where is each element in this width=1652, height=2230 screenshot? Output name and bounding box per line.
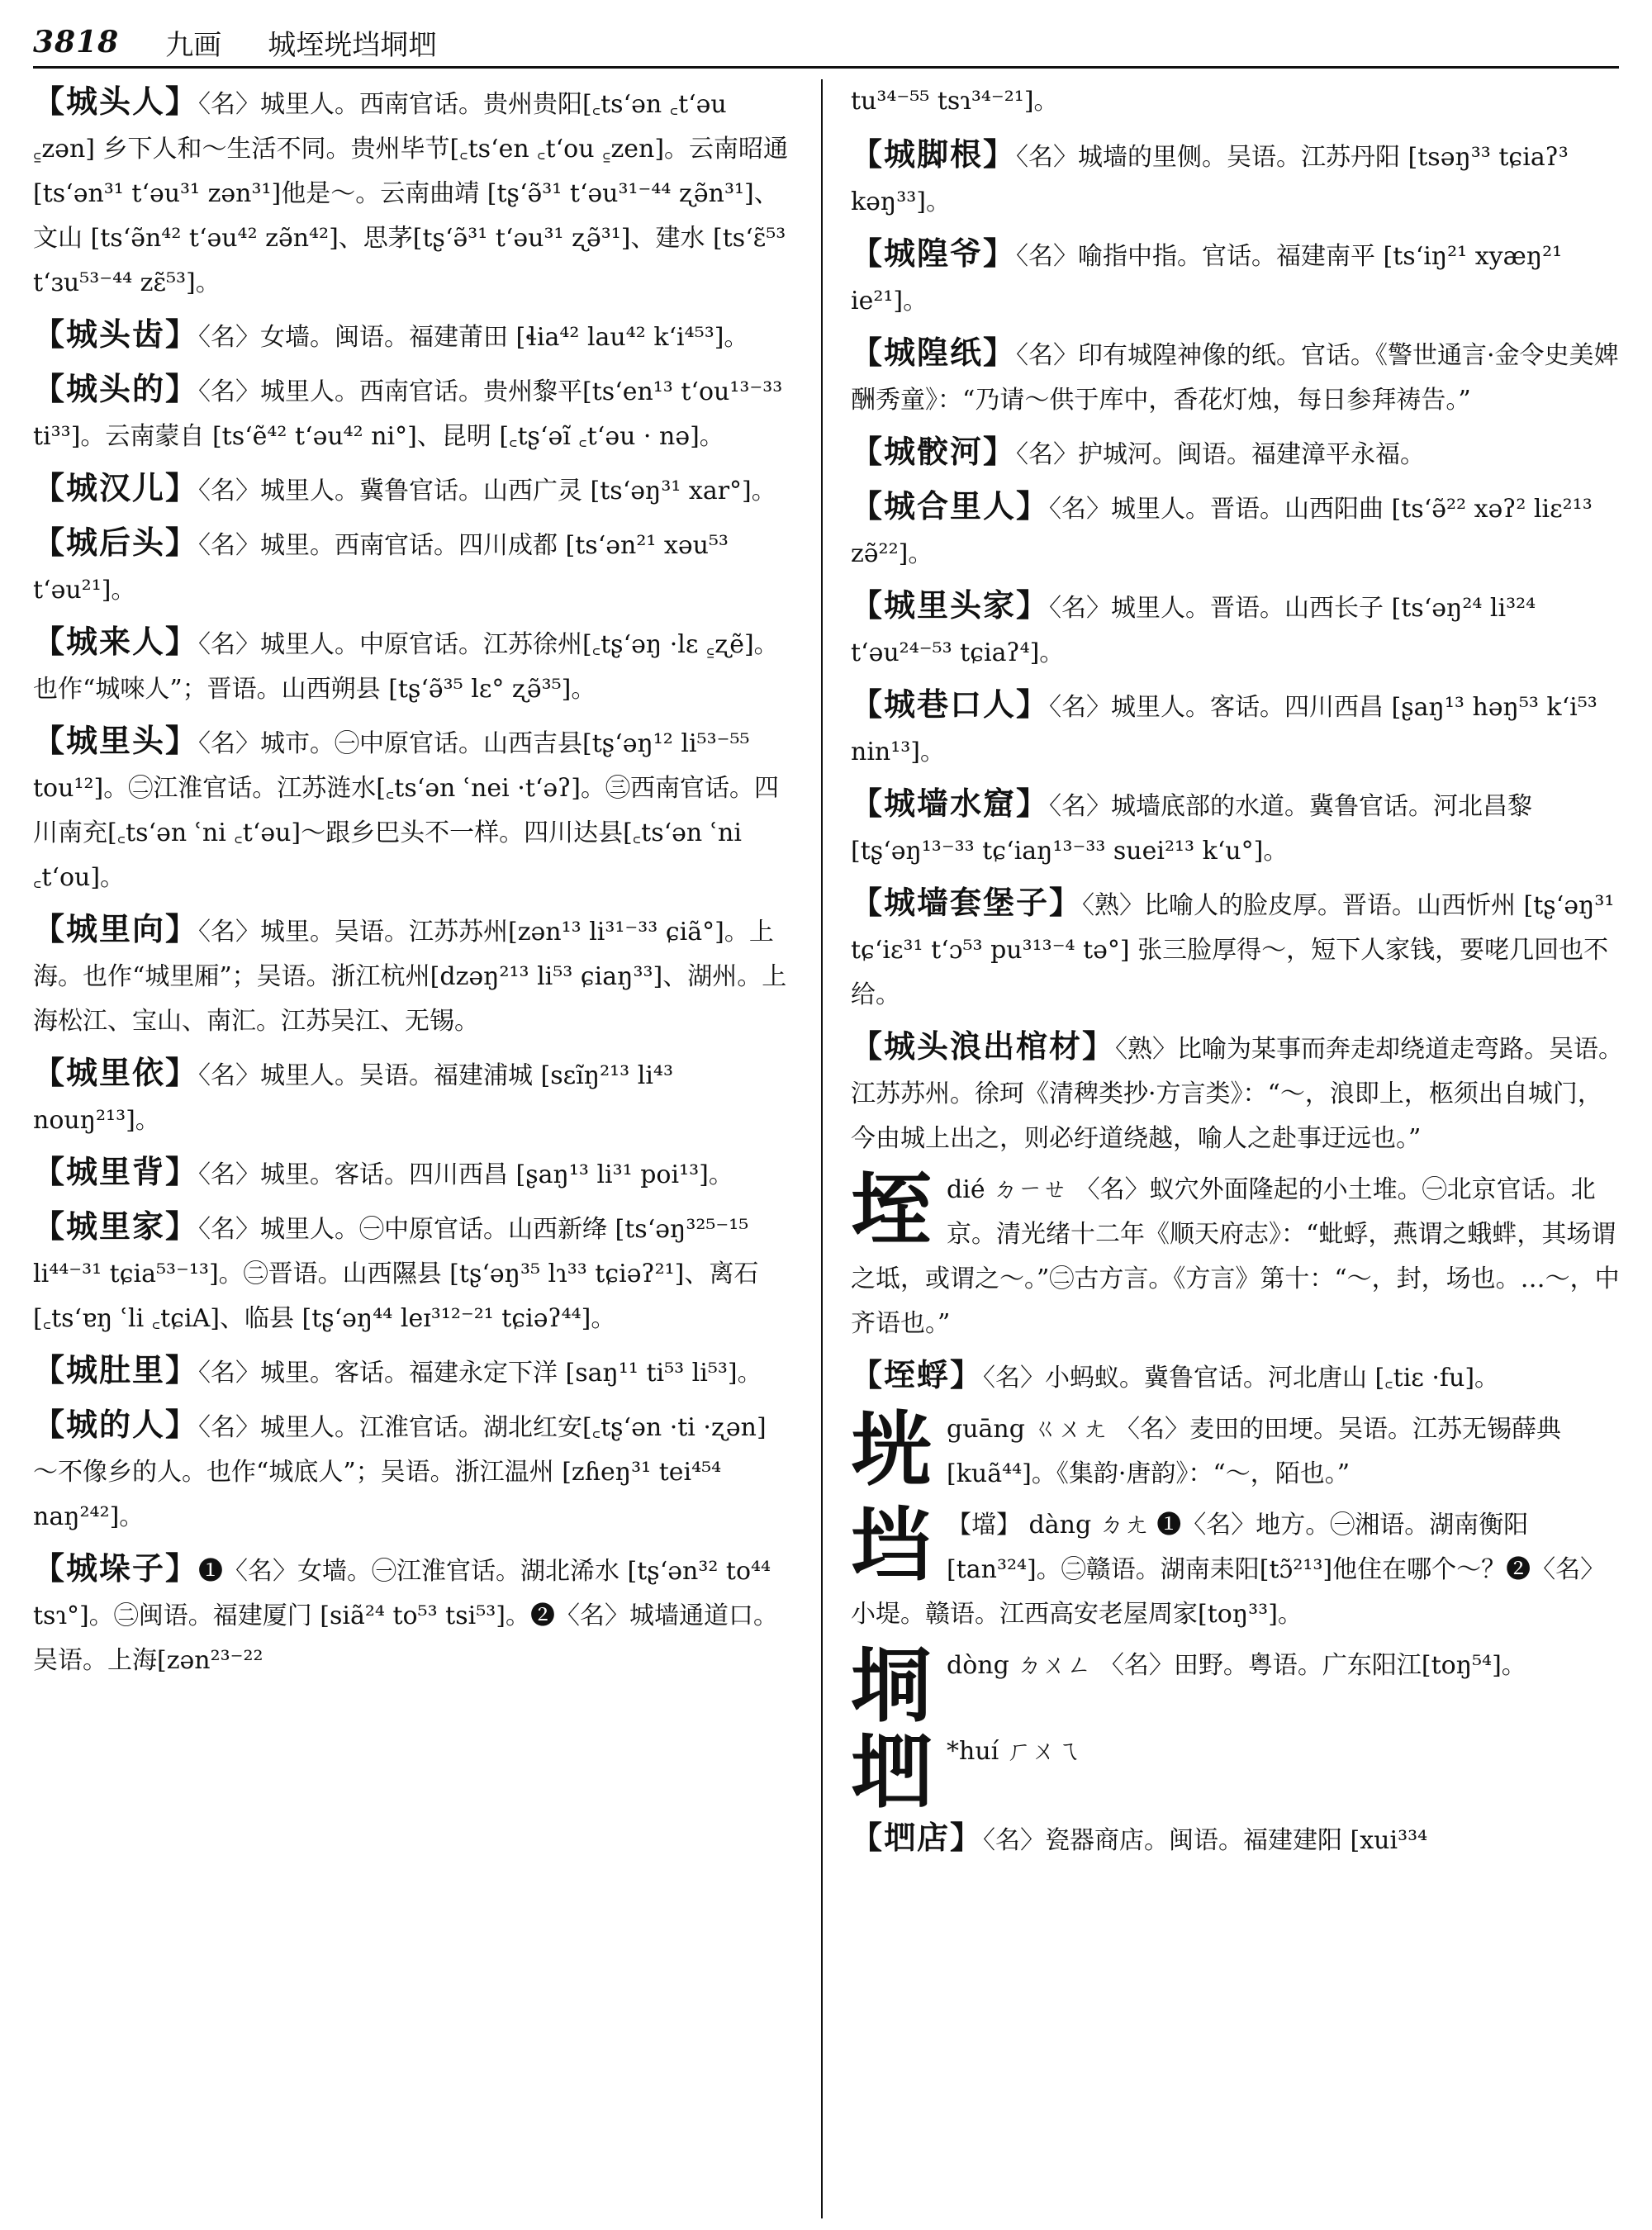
entry (851, 781, 1623, 874)
headword: 【城骹河】 (851, 433, 1017, 470)
headword: 【城里向】 (33, 910, 199, 947)
headword: 【城头的】 (33, 370, 199, 407)
left-column (33, 79, 793, 2218)
definition: 〈名〉城里人。江淮官话。湖北红安[꜀tʂʻən ·ti ·ʐən] ～不像乡的人。也作“城底人”；吴语。浙江温州 [zɦeŋ³¹ tei⁴⁵⁴ naŋ²⁴²]。 (33, 1413, 767, 1531)
definition: 〈名〉城里。西南官话。四川成都 [tsʻən²¹ xəu⁵³ tʻəu²¹]。 (33, 531, 729, 605)
definition: 〈名〉瓷器商店。闽语。福建建阳 [xui³³⁴ (983, 1826, 1428, 1855)
entry (851, 682, 1623, 775)
entry (33, 1546, 793, 1683)
headword: 【城里头家】 (851, 586, 1050, 624)
headword: 【城脚根】 (851, 135, 1017, 173)
definition: 〈名〉城里人。㊀中原官话。山西新绛 [tsʻəŋ³²⁵⁻¹⁵ li⁴⁴⁻³¹ tɕia⁵³⁻¹³]。㊁晋语。山西隰县 [tʂʻəŋ³⁵ lɿ³³ tɕiəʔ²¹]、离石[꜀tsʻɐŋ ʿli ꜀tɕiA]、临县 [tʂʻəŋ⁴⁴ leɪ³¹²⁻²¹ tɕiəʔ⁴⁴]。 (33, 1215, 759, 1333)
headword: 【城里头】 (33, 722, 199, 759)
page-number: 3818 (33, 25, 120, 59)
entry (33, 1204, 793, 1341)
guide-characters: 城垤垙垱垌垇 (268, 28, 437, 62)
entry (33, 1051, 793, 1143)
definition: 〈名〉印有城隍神像的纸。官话。《警世通言·金令史美婢酬秀童》：“乃请～供于库中，香花灯烛，每日参拜祷告。” (851, 341, 1619, 415)
definition: 〈名〉小蚂蚁。冀鲁官话。河北唐山 [꜀tiɛ ·fu]。 (983, 1364, 1500, 1393)
headword: 【城巷口人】 (851, 686, 1050, 723)
entry (851, 1815, 1623, 1863)
entry (33, 312, 793, 360)
char-entry (851, 1402, 1623, 1497)
definition: 〈名〉城里人。吴语。福建浦城 [sɛĩŋ²¹³ li⁴³ nouŋ²¹³]。 (33, 1061, 673, 1135)
entry (851, 484, 1623, 576)
definition: 〈名〉喻指中指。官话。福建南平 [tsʻiŋ²¹ xyæŋ²¹ ie²¹]。 (851, 242, 1563, 316)
headword: 【城垛子】 (33, 1549, 199, 1587)
headword: 【城隍纸】 (851, 334, 1017, 371)
stroke-count: 九画 (165, 28, 222, 62)
definition: *huí ㄏㄨㄟ (947, 1737, 1081, 1766)
big-character: 垇 (851, 1725, 933, 1820)
headword: 【城里依】 (33, 1054, 199, 1091)
definition: 〈名〉城里人。冀鲁官话。山西广灵 [tsʻəŋ³¹ xar°]。 (198, 477, 776, 505)
entry (33, 1150, 793, 1198)
definition: 〈熟〉比喻为某事而奔走却绕道走弯路。吴语。江苏苏州。徐珂《清稗类抄·方言类》：“～，浪即上，柩须出自城门，今由城上出之，则必纡道绕越，喻人之赴事迂远也。” (851, 1035, 1623, 1153)
running-header (33, 18, 1619, 69)
definition: dié ㄉㄧㄝ 〈名〉蚁穴外面隆起的小土堆。㊀北京官话。北京。清光绪十二年《顺天府志》：“蚍蜉，燕谓之蛾蝆，其场谓之坻，或谓之～。”㊁古方言。《方言》第十：“～，封，场也。…～，中齐语也。” (851, 1175, 1620, 1338)
definition: guāng ㄍㄨㄤ 〈名〉麦田的田埂。吴语。江苏无锡薛典 [kuã⁴⁴]。《集韵·唐韵》：“～，陌也。” (947, 1415, 1562, 1488)
big-character: 垌 (851, 1639, 933, 1734)
definition: 〈名〉城里。客话。福建永定下洋 [saŋ¹¹ ti⁵³ li⁵³]。 (198, 1359, 762, 1388)
headword: 【城头人】 (33, 83, 199, 120)
entry (33, 1402, 793, 1540)
entry (851, 330, 1623, 423)
char-entry (851, 1498, 1623, 1637)
entry (33, 79, 793, 306)
definition: 〈名〉城墙的里侧。吴语。江苏丹阳 [tsəŋ³³ tɕiaʔ³ kəŋ³³]。 (851, 143, 1569, 216)
entry (851, 429, 1623, 477)
entry (851, 132, 1623, 225)
headword: 【城里家】 (33, 1208, 199, 1245)
entry (33, 619, 793, 712)
headword: 【城头浪出棺材】 (851, 1027, 1116, 1065)
definition: 〈熟〉比喻人的脸皮厚。晋语。山西忻州 [tʂʻəŋ³¹ tɕʻiɛ³¹ tʻɔ⁵³ pu³¹³⁻⁴ tə°] 张三脸厚得～，短下人家钱，要咾几回也不给。 (851, 891, 1615, 1009)
headword: 【城墙水窟】 (851, 785, 1050, 822)
headword: 【城墙套堡子】 (851, 884, 1083, 921)
definition: 〈名〉护城河。闽语。福建漳平永福。 (1016, 440, 1426, 469)
entry (851, 231, 1623, 324)
entry (851, 880, 1623, 1018)
headword: 【城的人】 (33, 1406, 199, 1443)
headword: 【城肚里】 (33, 1351, 199, 1388)
entry (851, 583, 1623, 676)
headword: 【垤蜉】 (851, 1356, 984, 1393)
definition: 【壋】 dàng ㄉㄤ ❶〈名〉地方。㊀湘语。湖南衡阳 [tan³²⁴]。㊁赣语。湖南耒阳[tɔ̃²¹³]他住在哪个～？❷〈名〉小堤。赣语。江西高安老屋周家[toŋ³³]。 (851, 1511, 1606, 1629)
continued-text: tu³⁴⁻⁵⁵ tsɿ³⁴⁻²¹]。 (851, 87, 1059, 116)
definition: 〈名〉城里人。西南官话。贵州黎平[tsʻen¹³ tʻou¹³⁻³³ ti³³]。云南蒙自 [tsʻẽ⁴² tʻəu⁴² ni°]、昆明 [꜀tʂʻəĩ ꜀tʻəu · nə]。 (33, 377, 783, 451)
definition: 〈名〉城里。吴语。江苏苏州[zən¹³ li³¹⁻³³ ɕiã°]。上海。也作“城里厢”；吴语。浙江杭州[dzəŋ²¹³ li⁵³ ɕiaŋ³³]、湖州。上海松江、宝山、南汇。江苏吴江、无锡。 (33, 918, 787, 1036)
definition: 〈名〉城里人。中原官话。江苏徐州[꜀tʂʻəŋ ·lɛ ꜁ʐẽ]。也作“城唻人”；晋语。山西朔县 [tʂʻə̃³⁵ lɛ° ʐə̃³⁵]。 (33, 630, 779, 704)
entry (851, 1353, 1623, 1401)
definition: 〈名〉城里人。晋语。山西阳曲 [tsʻə̃²² xəʔ² liɛ²¹³ zə̃²²]。 (851, 495, 1593, 568)
definition: 〈名〉城里人。客话。四川西昌 [ʂaŋ¹³ həŋ⁵³ kʻi⁵³ nin¹³]。 (851, 693, 1597, 766)
headword: 【城头齿】 (33, 316, 199, 353)
char-entry (851, 1725, 1623, 1820)
headword: 【城里背】 (33, 1153, 199, 1190)
char-entry (851, 1163, 1623, 1346)
entry (33, 719, 793, 900)
big-character: 垤 (851, 1163, 933, 1258)
definition: ❶〈名〉女墙。㊀江淮官话。湖北浠水 [tʂʻən³² to⁴⁴ tsɿ°]。㊁闽语。福建厦门 [siã²⁴ to⁵³ tsi⁵³]。❷〈名〉城墙通道口。吴语。上海[zən²³⁻²² (33, 1557, 778, 1675)
entry (851, 1024, 1623, 1161)
definition: 〈名〉城里。客话。四川西昌 [ʂaŋ¹³ li³¹ poi¹³]。 (198, 1160, 733, 1189)
definition: 〈名〉城墙底部的水道。冀鲁官话。河北昌黎 [tʂʻəŋ¹³⁻³³ tɕʻiaŋ¹³⁻³³ suei²¹³ kʻu°]。 (851, 792, 1533, 866)
headword: 【城合里人】 (851, 487, 1050, 524)
entry (33, 520, 793, 613)
headword: 【城来人】 (33, 623, 199, 660)
headword: 【城汉儿】 (33, 469, 199, 506)
right-column (851, 79, 1623, 2218)
headword: 【城后头】 (33, 524, 199, 561)
headword: 【城隍爷】 (851, 235, 1017, 272)
definition: dòng ㄉㄨㄥ 〈名〉田野。粤语。广东阳江[toŋ⁵⁴]。 (947, 1651, 1526, 1680)
entry (33, 1348, 793, 1396)
definition: 〈名〉城里人。西南官话。贵州贵阳[꜀tsʻən ꜀tʻəu ꜁zən] 乡下人和～生活不同。贵州毕节[꜀tsʻen ꜀tʻou ꜁zen]。云南昭通 [tsʻən³¹ tʻəu³¹ zən³¹]他是～。云南曲靖 [tʂʻə̃³¹ tʻəu³¹⁻⁴⁴ ʐə̃n³¹]、文山 [tsʻə̃n⁴² tʻəu⁴² zə̃n⁴²]、思茅[tʂʻə̃³¹ tʻəu³¹ ʐə̃³¹]、建水 [tsʻɛ̃⁵³ tʻɜu⁵³⁻⁴⁴ zɛ̃⁵³]。 (33, 90, 789, 297)
entry (33, 907, 793, 1044)
definition: 〈名〉城市。㊀中原官话。山西吉县[tʂʻəŋ¹² li⁵³⁻⁵⁵ tou¹²]。㊁江淮官话。江苏涟水[꜀tsʻən ʿnei ·tʻəʔ]。㊂西南官话。四川南充[꜀tsʻən ʿni ꜀tʻəu]～跟乡巴头不一样。四川达县[꜀tsʻən ʿni ꜀tʻou]。 (33, 729, 779, 892)
entry (33, 367, 793, 459)
headword: 【垇店】 (851, 1819, 984, 1856)
entry (33, 466, 793, 514)
char-entry (851, 1639, 1623, 1734)
definition: 〈名〉女墙。闽语。福建莆田 [ɬia⁴² lau⁴² kʻi⁴⁵³]。 (198, 323, 749, 352)
definition: 〈名〉城里人。晋语。山西长子 [tsʻəŋ²⁴ li³²⁴ tʻəu²⁴⁻⁵³ tɕiaʔ⁴]。 (851, 594, 1536, 667)
big-character: 垙 (851, 1402, 933, 1497)
big-character: 垱 (851, 1498, 933, 1593)
column-divider (821, 79, 823, 2218)
